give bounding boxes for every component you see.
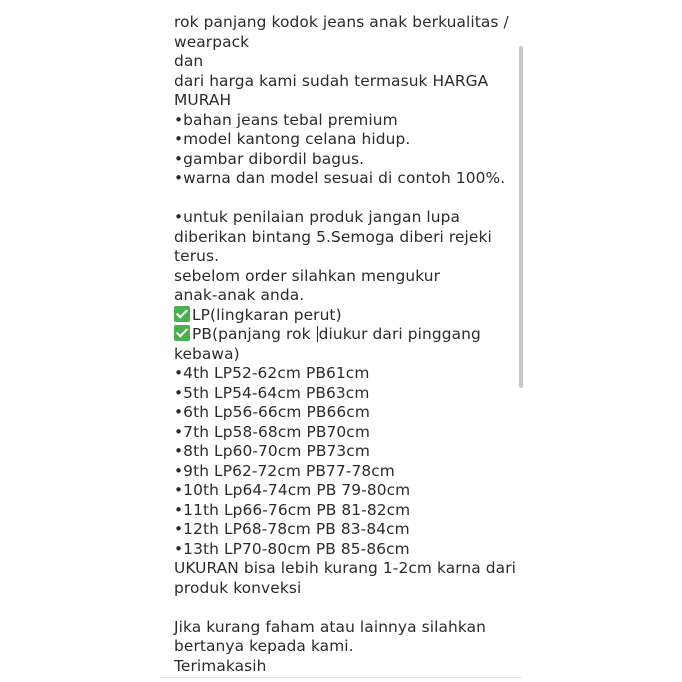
description-line <box>174 189 519 209</box>
description-line: bertanya kepada kami. <box>174 637 354 655</box>
description-line: Terimakasih <box>174 656 267 675</box>
size-line: •10th Lp64-74cm PB 79-80cm <box>174 481 411 499</box>
pb-text-start: PB(panjang rok <box>192 325 311 343</box>
description-line: •warna dan model sesuai di contoh 100%. <box>174 169 506 187</box>
size-line: •13th LP70-80cm PB 85-86cm <box>174 539 410 558</box>
description-line: produk konveksi <box>174 578 302 597</box>
description-line: diberikan bintang 5.Semoga diberi rejeki <box>174 227 492 246</box>
size-line: •5th LP54-64cm PB63cm <box>174 383 370 402</box>
description-line: Jika kurang faham atau lainnya silahkan <box>174 617 487 636</box>
description-line-lp <box>174 306 519 326</box>
product-description-textarea[interactable] <box>160 0 522 682</box>
size-line: •9th LP62-72cm PB77-78cm <box>174 461 395 480</box>
description-line: •bahan jeans tebal premium <box>174 110 398 129</box>
lp-text: LP(lingkaran perut) <box>192 305 342 324</box>
description-line: anak-anak anda. <box>174 286 305 304</box>
description-line-pb <box>174 325 519 345</box>
description-line: kebawa) <box>174 344 240 363</box>
divider <box>160 677 522 678</box>
size-line: •11th Lp66-76cm PB 81-82cm <box>174 500 411 519</box>
description-line: terus. <box>174 247 220 265</box>
description-line: sebelom order silahkan mengukur <box>174 266 441 285</box>
description-line: MURAH <box>174 91 232 109</box>
description-line: •untuk penilaian produk jangan lupa <box>174 208 461 226</box>
description-line: rok panjang kodok jeans anak berkualitas / <box>174 13 509 31</box>
description-line: UKURAN bisa lebih kurang 1-2cm karna dari <box>174 559 517 577</box>
size-line: •12th LP68-78cm PB 83-84cm <box>174 520 410 538</box>
description-line: dan <box>174 52 204 70</box>
pb-text-end: diukur dari pinggang <box>318 325 481 343</box>
description-line <box>174 598 519 618</box>
check-mark-button-icon <box>174 325 190 341</box>
vertical-scrollbar[interactable] <box>519 46 523 388</box>
text-cursor <box>317 326 318 342</box>
description-text <box>174 13 519 676</box>
description-line: dari harga kami sudah termasuk HARGA <box>174 71 489 90</box>
size-line: •8th Lp60-70cm PB73cm <box>174 442 370 460</box>
size-line: •7th Lp58-68cm PB70cm <box>174 422 370 441</box>
description-line: •model kantong celana hidup. <box>174 130 411 148</box>
description-line: •gambar dibordil bagus. <box>174 149 365 168</box>
size-line: •6th Lp56-66cm PB66cm <box>174 403 370 421</box>
description-line: wearpack <box>174 32 250 51</box>
size-line: •4th LP52-62cm PB61cm <box>174 364 370 382</box>
check-mark-button-icon <box>174 306 190 322</box>
